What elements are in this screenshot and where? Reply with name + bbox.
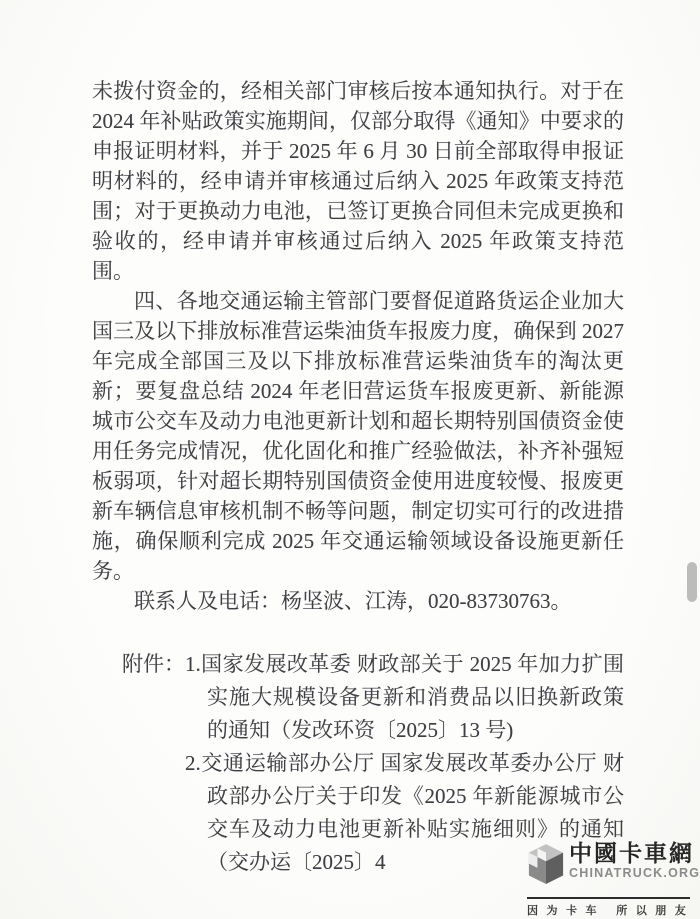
attachments-label: 附件： [122, 652, 185, 676]
scrollbar-thumb[interactable] [687, 562, 697, 602]
attachment-item: 1.国家发展改革委 财政部关于 2025 年加力扩围实施大规模设备更新和消费品以旧换新政策的通知（发改环资〔2025〕13 号) [185, 652, 624, 742]
contact-line: 联系人及电话：杨坚波、江涛，020-83730763。 [134, 589, 572, 613]
paragraph-continuation: 未拨付资金的，经相关部门审核后按本通知执行。对于在 2024 年补贴政策实施期间，仅部分取得《通知》中要求的申报证明材料，并于 2025 年 6 月 30 日前全部取得申报证明材料的，经申请并审核通过后纳入 2025 年政策支持范围；对于更换动力电池，已签订更换合同但未完成更换和验收的，经申请并审核通过后纳入 2025 年政策支持范围。 [92, 79, 624, 283]
watermark-title: 中國卡車網 [569, 841, 694, 866]
watermark-domain: CHINATRUCK.ORG [569, 866, 700, 880]
watermark-texts [569, 841, 700, 880]
watermark-tagline: 因为卡车 所以朋友 [527, 897, 690, 918]
paragraph-section-four: 四、各地交通运输主管部门要督促道路货运企业加大国三及以下排放标准营运柴油货车报废力度，确保到 2027 年完成全部国三及以下排放标准营运柴油货车的淘汰更新；要复盘总结 2024 年老旧营运货车报废更新、新能源城市公交车及动力电池更新计划和超长期特别国债资金使用任务完成情况，优化固化和推广经验做法，补齐补强短板弱项，针对超长期特别国债资金使用进度较慢、报废更新车辆信息审核机制不畅等问题，制定切实可行的改进措施，确保顺利完成 2025 年交通运输领域设备设施更新任务。 [92, 289, 624, 583]
attachment-item: 2.交通运输部办公厅 国家发展改革委办公厅 财政部办公厅关于印发《2025 年新能源城市公交车及动力电池更新补贴实施细则》的通知（交办运〔2025〕4 [185, 751, 624, 874]
document-body [92, 76, 624, 879]
chinatruck-cube-icon [527, 841, 565, 894]
watermark-logo-row [527, 841, 700, 894]
chinatruck-watermark [527, 841, 700, 918]
